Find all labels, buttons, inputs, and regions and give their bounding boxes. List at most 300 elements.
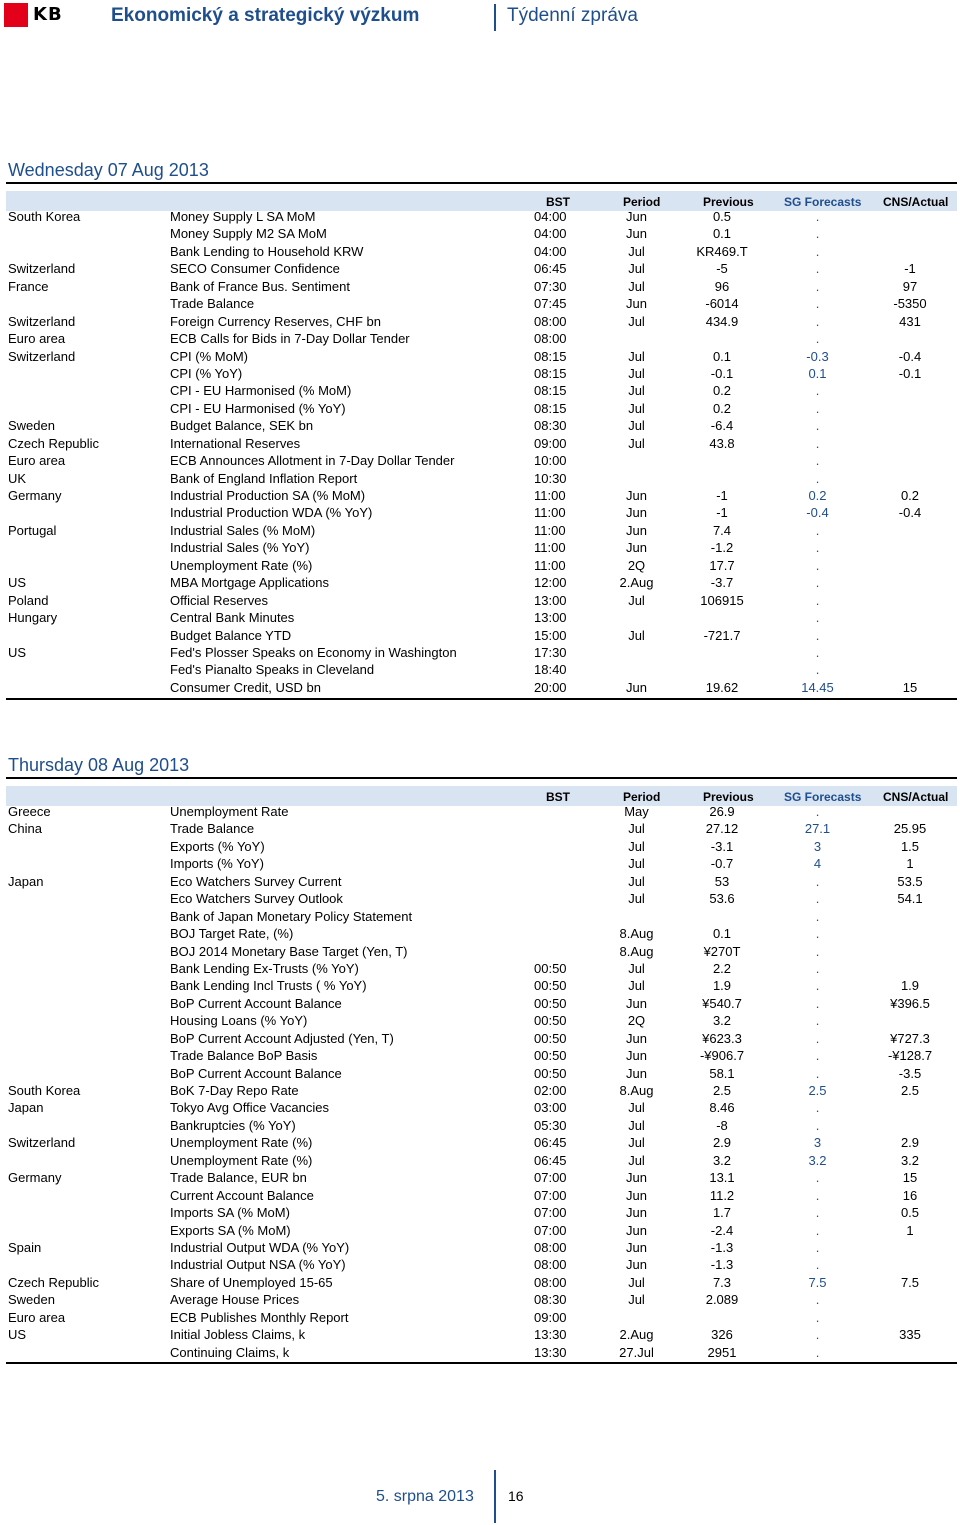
event-cell: SECO Consumer Confidence bbox=[170, 261, 340, 277]
previous-value-cell: -2.4 bbox=[710, 1222, 734, 1238]
sg-forecast-cell: . bbox=[815, 261, 820, 277]
previous-value-cell: 0.2 bbox=[712, 400, 732, 416]
period-cell: Jul bbox=[628, 1274, 645, 1290]
period-cell: Jul bbox=[628, 243, 645, 259]
previous-value-cell: 2.5 bbox=[712, 1083, 732, 1098]
country-cell: Euro area bbox=[8, 331, 66, 347]
sg-forecast-cell: . bbox=[815, 243, 820, 259]
country-cell: France bbox=[8, 278, 49, 294]
cns-actual-cell: ¥727.3 bbox=[890, 1030, 930, 1046]
previous-value-cell: -6014 bbox=[705, 296, 739, 312]
event-cell: Industrial Sales (% YoY) bbox=[170, 540, 310, 556]
period-cell: Jul bbox=[628, 348, 645, 364]
period-cell: Jul bbox=[628, 1117, 645, 1133]
country-cell: Poland bbox=[8, 592, 49, 608]
period-cell: Jul bbox=[628, 838, 645, 854]
event-cell: Official Reserves bbox=[170, 592, 269, 608]
sg-forecast-cell: 3.2 bbox=[808, 1152, 827, 1168]
event-cell: Bank Lending Incl Trusts ( % YoY) bbox=[170, 978, 367, 994]
cns-actual-cell: 15 bbox=[902, 679, 918, 695]
table-row bbox=[0, 1047, 960, 1064]
previous-value-cell: 434.9 bbox=[705, 313, 739, 329]
table-row bbox=[0, 260, 960, 277]
table-row bbox=[0, 1187, 960, 1204]
header-divider bbox=[494, 4, 496, 31]
country-cell: Germany bbox=[8, 1170, 62, 1186]
sg-forecast-cell: . bbox=[815, 995, 820, 1011]
table-row bbox=[0, 977, 960, 994]
table-row bbox=[0, 295, 960, 312]
table-row bbox=[0, 208, 960, 225]
table-row bbox=[0, 470, 960, 487]
previous-value-cell: 0.2 bbox=[712, 383, 732, 399]
table-row bbox=[0, 1204, 960, 1221]
bst-time-cell: 10:30 bbox=[534, 470, 567, 486]
period-cell: Jul bbox=[628, 627, 645, 643]
sg-forecast-cell: . bbox=[815, 313, 820, 329]
table-row bbox=[0, 803, 960, 820]
period-cell: Jul bbox=[628, 1100, 645, 1116]
event-cell: Trade Balance bbox=[170, 821, 255, 837]
col-cns-actual: CNS/Actual bbox=[883, 790, 949, 804]
sg-forecast-cell: . bbox=[815, 1048, 820, 1064]
country-cell: US bbox=[8, 575, 27, 591]
calendar-rows bbox=[0, 208, 960, 696]
cns-actual-cell: -3.5 bbox=[898, 1065, 922, 1081]
bst-time-cell: 08:00 bbox=[534, 1239, 567, 1255]
bst-time-cell: 12:00 bbox=[534, 575, 567, 591]
country-cell: Euro area bbox=[8, 453, 66, 469]
event-cell: MBA Mortgage Applications bbox=[170, 575, 329, 591]
bst-time-cell: 00:50 bbox=[534, 960, 567, 976]
event-cell: ECB Announces Allotment in 7-Day Dollar Tender bbox=[170, 453, 455, 469]
previous-value-cell: 19.62 bbox=[705, 679, 739, 695]
previous-value-cell: 43.8 bbox=[709, 435, 735, 451]
cns-actual-cell: 431 bbox=[899, 313, 921, 329]
sg-forecast-cell: . bbox=[815, 926, 820, 942]
period-cell: Jun bbox=[626, 1065, 647, 1081]
period-cell: Jun bbox=[626, 1030, 647, 1046]
cns-actual-cell: 1.9 bbox=[900, 978, 920, 994]
event-cell: CPI (% MoM) bbox=[170, 348, 248, 364]
country-cell: China bbox=[8, 821, 42, 837]
sg-forecast-cell: . bbox=[815, 943, 820, 959]
table-row bbox=[0, 452, 960, 469]
event-cell: Current Account Balance bbox=[170, 1187, 314, 1203]
bst-time-cell: 08:15 bbox=[534, 400, 567, 416]
sg-forecast-cell: -0.3 bbox=[806, 348, 829, 364]
previous-value-cell: 3.2 bbox=[712, 1152, 732, 1168]
event-cell: Budget Balance, SEK bn bbox=[170, 418, 314, 434]
period-cell: Jul bbox=[628, 278, 645, 294]
table-row bbox=[0, 855, 960, 872]
cns-actual-cell: -0.4 bbox=[898, 505, 922, 521]
table-row bbox=[0, 400, 960, 417]
bst-time-cell: 02:00 bbox=[534, 1083, 567, 1098]
table-row bbox=[0, 644, 960, 661]
sg-forecast-cell: . bbox=[815, 1222, 820, 1238]
period-cell: Jun bbox=[626, 1257, 647, 1273]
col-period: Period bbox=[623, 195, 661, 209]
bst-time-cell: 08:00 bbox=[534, 1274, 567, 1290]
table-row bbox=[0, 1239, 960, 1256]
bst-time-cell: 11:00 bbox=[534, 540, 566, 556]
country-cell: Switzerland bbox=[8, 313, 76, 329]
country-cell: South Korea bbox=[8, 209, 81, 224]
table-row bbox=[0, 1099, 960, 1116]
period-cell: Jul bbox=[628, 418, 645, 434]
period-cell: 2Q bbox=[627, 1013, 646, 1029]
previous-value-cell: -3.1 bbox=[710, 838, 734, 854]
event-cell: ECB Calls for Bids in 7-Day Dollar Tender bbox=[170, 331, 410, 347]
event-cell: Bank Lending to Household KRW bbox=[170, 243, 364, 259]
bst-time-cell: 10:00 bbox=[534, 453, 567, 469]
bst-time-cell: 08:30 bbox=[534, 418, 567, 434]
table-row bbox=[0, 1291, 960, 1308]
table-row bbox=[0, 1326, 960, 1343]
previous-value-cell: 96 bbox=[714, 278, 730, 294]
event-cell: Bank Lending Ex-Trusts (% YoY) bbox=[170, 960, 359, 976]
sg-forecast-cell: . bbox=[815, 575, 820, 591]
event-cell: CPI - EU Harmonised (% MoM) bbox=[170, 383, 352, 399]
table-row bbox=[0, 1256, 960, 1273]
event-cell: Eco Watchers Survey Current bbox=[170, 873, 342, 889]
previous-value-cell: 1.9 bbox=[712, 978, 732, 994]
sg-forecast-cell: . bbox=[815, 908, 820, 924]
previous-value-cell: 8.46 bbox=[709, 1100, 735, 1116]
previous-value-cell: 26.9 bbox=[709, 804, 735, 819]
sg-forecast-cell: . bbox=[815, 1309, 820, 1325]
previous-value-cell: KR469.T bbox=[696, 243, 748, 259]
period-cell: Jul bbox=[628, 383, 645, 399]
page-number: 16 bbox=[508, 1488, 524, 1504]
sg-forecast-cell: . bbox=[815, 1117, 820, 1133]
event-cell: Bank of Japan Monetary Policy Statement bbox=[170, 908, 413, 924]
bst-time-cell: 20:00 bbox=[534, 679, 567, 695]
sg-forecast-cell: 3 bbox=[813, 838, 822, 854]
event-cell: Unemployment Rate (%) bbox=[170, 1135, 313, 1151]
sg-forecast-cell: 3 bbox=[813, 1135, 822, 1151]
bst-time-cell: 00:50 bbox=[534, 978, 567, 994]
period-cell: 27.Jul bbox=[619, 1344, 654, 1360]
table-row bbox=[0, 348, 960, 365]
table-row bbox=[0, 679, 960, 696]
event-cell: Average House Prices bbox=[170, 1292, 300, 1308]
bst-time-cell: 00:50 bbox=[534, 995, 567, 1011]
period-cell: Jun bbox=[626, 488, 647, 503]
country-cell: UK bbox=[8, 470, 27, 486]
country-cell: Japan bbox=[8, 873, 44, 889]
event-cell: Tokyo Avg Office Vacancies bbox=[170, 1100, 329, 1116]
bst-time-cell: 07:00 bbox=[534, 1205, 567, 1221]
table-row bbox=[0, 330, 960, 347]
period-cell: Jul bbox=[628, 891, 645, 907]
country-cell: Greece bbox=[8, 804, 51, 819]
period-cell: Jun bbox=[626, 1187, 647, 1203]
sg-forecast-cell: . bbox=[815, 470, 820, 486]
table-row bbox=[0, 1030, 960, 1047]
sg-forecast-cell: . bbox=[815, 1170, 820, 1186]
sg-forecast-cell: . bbox=[815, 1327, 820, 1343]
event-cell: BoK 7-Day Repo Rate bbox=[170, 1083, 299, 1098]
event-cell: Unemployment Rate (%) bbox=[170, 1152, 313, 1168]
previous-value-cell: 106915 bbox=[700, 592, 744, 608]
sg-forecast-cell: . bbox=[815, 1030, 820, 1046]
table-row bbox=[0, 873, 960, 890]
sg-forecast-cell: . bbox=[815, 331, 820, 347]
table-row bbox=[0, 1012, 960, 1029]
report-subtitle: Týdenní zpráva bbox=[507, 5, 638, 26]
cns-actual-cell: 2.9 bbox=[900, 1135, 920, 1151]
cns-actual-cell: 0.2 bbox=[900, 488, 920, 503]
cns-actual-cell: 2.5 bbox=[900, 1083, 920, 1098]
bst-time-cell: 11:00 bbox=[534, 488, 566, 503]
bst-time-cell: 08:00 bbox=[534, 331, 567, 347]
previous-value-cell: 53.6 bbox=[709, 891, 735, 907]
kb-logo: KB bbox=[33, 4, 63, 25]
table-row bbox=[0, 960, 960, 977]
event-cell: Consumer Credit, USD bn bbox=[170, 679, 321, 695]
bst-time-cell: 18:40 bbox=[534, 662, 567, 678]
bst-time-cell: 08:30 bbox=[534, 1292, 567, 1308]
country-cell: Switzerland bbox=[8, 1135, 76, 1151]
period-cell: Jun bbox=[626, 679, 647, 695]
previous-value-cell: -0.1 bbox=[710, 365, 734, 381]
previous-value-cell: 53 bbox=[714, 873, 730, 889]
bst-time-cell: 04:00 bbox=[534, 243, 567, 259]
table-row bbox=[0, 225, 960, 242]
previous-value-cell: 11.2 bbox=[709, 1187, 735, 1203]
previous-value-cell: 0.1 bbox=[712, 226, 732, 242]
bst-time-cell: 07:45 bbox=[534, 296, 567, 312]
period-cell: Jul bbox=[628, 261, 645, 277]
title-rule bbox=[6, 777, 957, 779]
previous-value-cell: 326 bbox=[711, 1327, 733, 1343]
event-cell: Imports SA (% MoM) bbox=[170, 1205, 290, 1221]
cns-actual-cell: 25.95 bbox=[893, 821, 927, 837]
event-cell: BoP Current Account Adjusted (Yen, T) bbox=[170, 1030, 394, 1046]
previous-value-cell: 7.4 bbox=[712, 522, 732, 538]
bst-time-cell: 08:15 bbox=[534, 365, 567, 381]
event-cell: Money Supply M2 SA MoM bbox=[170, 226, 327, 242]
sg-forecast-cell: . bbox=[815, 1065, 820, 1081]
previous-value-cell: 0.1 bbox=[712, 348, 732, 364]
event-cell: Industrial Production WDA (% YoY) bbox=[170, 505, 373, 521]
sg-forecast-cell: . bbox=[815, 278, 820, 294]
bst-time-cell: 11:00 bbox=[534, 557, 566, 573]
sg-forecast-cell: . bbox=[815, 960, 820, 976]
table-row bbox=[0, 522, 960, 539]
previous-value-cell: 17.7 bbox=[709, 557, 735, 573]
cns-actual-cell: -¥128.7 bbox=[887, 1048, 933, 1064]
bst-time-cell: 08:00 bbox=[534, 313, 567, 329]
event-cell: CPI - EU Harmonised (% YoY) bbox=[170, 400, 346, 416]
period-cell: Jul bbox=[628, 856, 645, 872]
sg-forecast-cell: . bbox=[815, 804, 820, 819]
country-cell: US bbox=[8, 644, 27, 660]
table-row bbox=[0, 1169, 960, 1186]
footer-divider bbox=[494, 1470, 496, 1523]
event-cell: Industrial Output NSA (% YoY) bbox=[170, 1257, 346, 1273]
previous-value-cell: -8 bbox=[716, 1117, 728, 1133]
col-previous: Previous bbox=[703, 790, 754, 804]
country-cell: Euro area bbox=[8, 1309, 66, 1325]
sg-forecast-cell: . bbox=[815, 453, 820, 469]
period-cell: Jun bbox=[626, 540, 647, 556]
col-cns-actual: CNS/Actual bbox=[883, 195, 949, 209]
cns-actual-cell: 335 bbox=[899, 1327, 921, 1343]
event-cell: Unemployment Rate bbox=[170, 804, 289, 819]
period-cell: Jul bbox=[628, 1135, 645, 1151]
country-cell: Germany bbox=[8, 488, 62, 503]
event-cell: Fed's Pianalto Speaks in Cleveland bbox=[170, 662, 375, 678]
event-cell: Bank of England Inflation Report bbox=[170, 470, 358, 486]
period-cell: Jul bbox=[628, 365, 645, 381]
event-cell: Initial Jobless Claims, k bbox=[170, 1327, 306, 1343]
sg-forecast-cell: . bbox=[815, 644, 820, 660]
period-cell: Jun bbox=[626, 505, 647, 521]
sg-forecast-cell: . bbox=[815, 873, 820, 889]
sg-forecast-cell: . bbox=[815, 978, 820, 994]
table-row bbox=[0, 1344, 960, 1361]
section-title: Wednesday 07 Aug 2013 bbox=[8, 160, 209, 180]
cns-actual-cell: -0.1 bbox=[898, 365, 922, 381]
table-row bbox=[0, 890, 960, 907]
cns-actual-cell: 3.2 bbox=[900, 1152, 920, 1168]
sg-forecast-cell: . bbox=[815, 1205, 820, 1221]
bst-time-cell: 13:30 bbox=[534, 1327, 567, 1343]
table-row bbox=[0, 382, 960, 399]
bst-time-cell: 09:00 bbox=[534, 435, 567, 451]
bst-time-cell: 04:00 bbox=[534, 209, 567, 224]
event-cell: Trade Balance BoP Basis bbox=[170, 1048, 318, 1064]
event-cell: Housing Loans (% YoY) bbox=[170, 1013, 308, 1029]
country-cell: South Korea bbox=[8, 1083, 81, 1098]
period-cell: Jul bbox=[628, 1152, 645, 1168]
sg-forecast-cell: . bbox=[815, 557, 820, 573]
previous-value-cell: -¥906.7 bbox=[699, 1048, 745, 1064]
period-cell: Jul bbox=[628, 978, 645, 994]
table-row bbox=[0, 1082, 960, 1099]
table-row bbox=[0, 278, 960, 295]
event-cell: CPI (% YoY) bbox=[170, 365, 243, 381]
country-cell: Spain bbox=[8, 1239, 42, 1255]
event-cell: Industrial Output WDA (% YoY) bbox=[170, 1239, 350, 1255]
sg-forecast-cell: . bbox=[815, 400, 820, 416]
period-cell: Jul bbox=[628, 435, 645, 451]
country-cell: Sweden bbox=[8, 1292, 55, 1308]
event-cell: Exports (% YoY) bbox=[170, 838, 265, 854]
period-cell: Jun bbox=[626, 1170, 647, 1186]
table-row bbox=[0, 820, 960, 837]
sg-forecast-cell: . bbox=[815, 209, 820, 224]
country-cell: Hungary bbox=[8, 610, 58, 626]
table-row bbox=[0, 504, 960, 521]
sg-forecast-cell: . bbox=[815, 383, 820, 399]
table-row bbox=[0, 1117, 960, 1134]
event-cell: Industrial Sales (% MoM) bbox=[170, 522, 316, 538]
kb-logo-mark bbox=[4, 3, 28, 27]
cns-actual-cell: 97 bbox=[902, 278, 918, 294]
previous-value-cell: 2.089 bbox=[705, 1292, 739, 1308]
previous-value-cell: 2.2 bbox=[712, 960, 732, 976]
cns-actual-cell: ¥396.5 bbox=[890, 995, 930, 1011]
period-cell: 8.Aug bbox=[619, 943, 654, 959]
table-row bbox=[0, 627, 960, 644]
col-period: Period bbox=[623, 790, 661, 804]
period-cell: 2.Aug bbox=[619, 575, 654, 591]
table-row bbox=[0, 925, 960, 942]
period-cell: Jun bbox=[626, 1205, 647, 1221]
event-cell: Trade Balance, EUR bn bbox=[170, 1170, 307, 1186]
bst-time-cell: 07:30 bbox=[534, 278, 567, 294]
event-cell: Trade Balance bbox=[170, 296, 255, 312]
sg-forecast-cell: 27.1 bbox=[804, 821, 831, 837]
period-cell: Jul bbox=[628, 400, 645, 416]
cns-actual-cell: 16 bbox=[902, 1187, 918, 1203]
page-header bbox=[0, 0, 960, 36]
period-cell: Jun bbox=[626, 522, 647, 538]
col-sg-forecasts: SG Forecasts bbox=[784, 195, 862, 209]
bst-time-cell: 06:45 bbox=[534, 1152, 567, 1168]
sg-forecast-cell: . bbox=[815, 1100, 820, 1116]
cns-actual-cell: 1.5 bbox=[900, 838, 920, 854]
previous-value-cell: -1.3 bbox=[710, 1257, 734, 1273]
bst-time-cell: 08:00 bbox=[534, 1257, 567, 1273]
table-row bbox=[0, 592, 960, 609]
period-cell: Jun bbox=[626, 1239, 647, 1255]
table-row bbox=[0, 539, 960, 556]
event-cell: Eco Watchers Survey Outlook bbox=[170, 891, 343, 907]
section-bottom-rule bbox=[6, 1362, 957, 1364]
sg-forecast-cell: . bbox=[815, 1239, 820, 1255]
previous-value-cell: ¥623.3 bbox=[702, 1030, 742, 1046]
table-row bbox=[0, 1274, 960, 1291]
table-row bbox=[0, 417, 960, 434]
period-cell: Jul bbox=[628, 592, 645, 608]
event-cell: Bankruptcies (% YoY) bbox=[170, 1117, 296, 1133]
previous-value-cell: -1.3 bbox=[710, 1239, 734, 1255]
event-cell: Imports (% YoY) bbox=[170, 856, 264, 872]
sg-forecast-cell: . bbox=[815, 1257, 820, 1273]
bst-time-cell: 11:00 bbox=[534, 505, 566, 521]
cns-actual-cell: -5350 bbox=[893, 296, 927, 312]
event-cell: Continuing Claims, k bbox=[170, 1344, 290, 1360]
title-rule bbox=[6, 182, 957, 184]
bst-time-cell: 00:50 bbox=[534, 1030, 567, 1046]
bst-time-cell: 13:00 bbox=[534, 610, 567, 626]
event-cell: Central Bank Minutes bbox=[170, 610, 295, 626]
country-cell: Czech Republic bbox=[8, 435, 100, 451]
period-cell: Jul bbox=[628, 873, 645, 889]
bst-time-cell: 06:45 bbox=[534, 261, 567, 277]
country-cell: Switzerland bbox=[8, 261, 76, 277]
previous-value-cell: -1.2 bbox=[710, 540, 734, 556]
col-bst: BST bbox=[546, 195, 570, 209]
previous-value-cell: 13.1 bbox=[709, 1170, 735, 1186]
period-cell: May bbox=[624, 804, 649, 819]
previous-value-cell: -3.7 bbox=[710, 575, 734, 591]
previous-value-cell: 2951 bbox=[707, 1344, 737, 1360]
table-row bbox=[0, 661, 960, 678]
table-row bbox=[0, 908, 960, 925]
event-cell: Fed's Plosser Speaks on Economy in Washington bbox=[170, 644, 457, 660]
sg-forecast-cell: . bbox=[815, 1344, 820, 1360]
period-cell: Jul bbox=[628, 313, 645, 329]
previous-value-cell: 7.3 bbox=[712, 1274, 732, 1290]
sg-forecast-cell: . bbox=[815, 610, 820, 626]
sg-forecast-cell: . bbox=[815, 592, 820, 608]
